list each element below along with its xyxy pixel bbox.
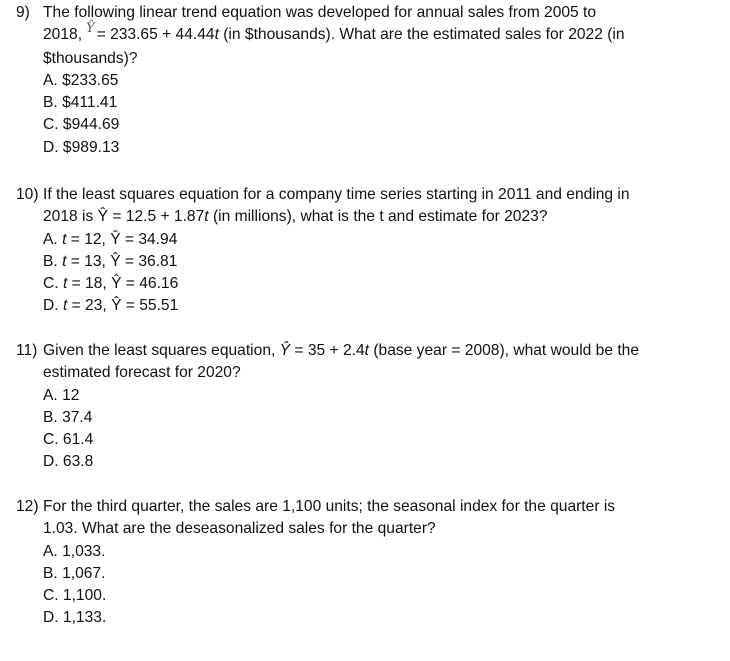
option-b <box>16 251 716 273</box>
question-text: estimated forecast for 2020? <box>43 364 241 382</box>
question-number: 11) <box>16 342 38 359</box>
option-a: A. 12 <box>43 386 80 404</box>
question-number: 12) <box>16 498 39 515</box>
option-letter: B. <box>43 252 63 270</box>
variable-t: t <box>62 275 68 293</box>
question-10-stem-line-1 <box>16 184 716 206</box>
option-text: = 23, Ŷ = 55.51 <box>67 297 179 315</box>
option-letter: D. <box>43 297 63 315</box>
option-letter: C. <box>43 275 63 293</box>
variable-t: t <box>214 26 219 44</box>
question-11 <box>16 340 716 474</box>
option-c: C. $944.69 <box>43 116 120 134</box>
question-text: = 233.65 + 44.44 <box>96 26 215 44</box>
question-text: Given the least squares equation, <box>43 342 276 359</box>
question-text: If the least squares equation for a company time series starting in 2011 and ending in <box>43 186 630 203</box>
option-a: A. $233.65 <box>43 71 119 89</box>
option-c <box>16 273 716 295</box>
question-10 <box>16 184 716 318</box>
question-9-stem-line-2 <box>16 21 716 47</box>
question-text: (base year = 2008), what would be the <box>369 342 640 359</box>
option-c: C. 1,100. <box>43 587 107 605</box>
option-b: B. 1,067. <box>43 564 106 582</box>
question-text: 1.03. What are the deseasonalized sales for the quarter? <box>43 520 436 538</box>
option-b: B. 37.4 <box>43 408 93 426</box>
question-number: 10) <box>16 186 39 203</box>
question-text: For the third quarter, the sales are 1,100 units; the seasonal index for the quarter is <box>43 498 616 515</box>
option-text: = 12, Ŷ = 34.94 <box>66 230 178 248</box>
question-number: 9) <box>16 4 30 21</box>
question-9 <box>16 2 716 159</box>
question-11-stem-line-1 <box>16 340 716 362</box>
option-d: D. 1,133. <box>43 609 107 627</box>
question-text: 2018 is Ŷ = 12.5 + 1.87 <box>43 208 205 226</box>
question-text: (in $thousands). What are the estimated sales for 2022 (in <box>218 26 625 44</box>
question-9-stem-line-1 <box>16 2 716 24</box>
y-hat-symbol: Ŷ <box>86 21 95 37</box>
question-text: = 35 + 2.4 <box>290 342 365 359</box>
question-12 <box>16 496 716 630</box>
variable-t: t <box>62 297 68 315</box>
option-d: D. $989.13 <box>43 138 120 156</box>
variable-t: t <box>62 230 67 248</box>
y-hat-symbol: Ŷ <box>279 342 291 359</box>
question-12-stem-line-2 <box>16 518 716 540</box>
question-text: $thousands)? <box>43 49 138 67</box>
question-11-stem-line-2 <box>16 362 716 384</box>
option-text: = 18, Ŷ = 46.16 <box>67 275 179 293</box>
question-12-stem-line-1 <box>16 496 716 518</box>
variable-t: t <box>204 208 209 226</box>
question-text: (in millions), what is the t and estimate for 2023? <box>208 208 548 226</box>
question-9-stem-line-3 <box>16 48 716 70</box>
variable-t: t <box>62 252 67 270</box>
option-c: C. 61.4 <box>43 431 94 449</box>
option-a: A. 1,033. <box>43 542 106 560</box>
option-a <box>16 229 716 251</box>
option-d: D. 63.8 <box>43 453 94 471</box>
option-b: B. $411.41 <box>43 94 118 112</box>
option-d <box>16 295 716 317</box>
question-text: 2018, <box>43 26 83 44</box>
question-10-stem-line-2 <box>16 206 716 228</box>
variable-t: t <box>364 342 369 359</box>
option-letter: A. <box>43 230 63 248</box>
question-text: The following linear trend equation was developed for annual sales from 2005 to <box>43 4 597 21</box>
option-text: = 13, Ŷ = 36.81 <box>66 252 178 270</box>
